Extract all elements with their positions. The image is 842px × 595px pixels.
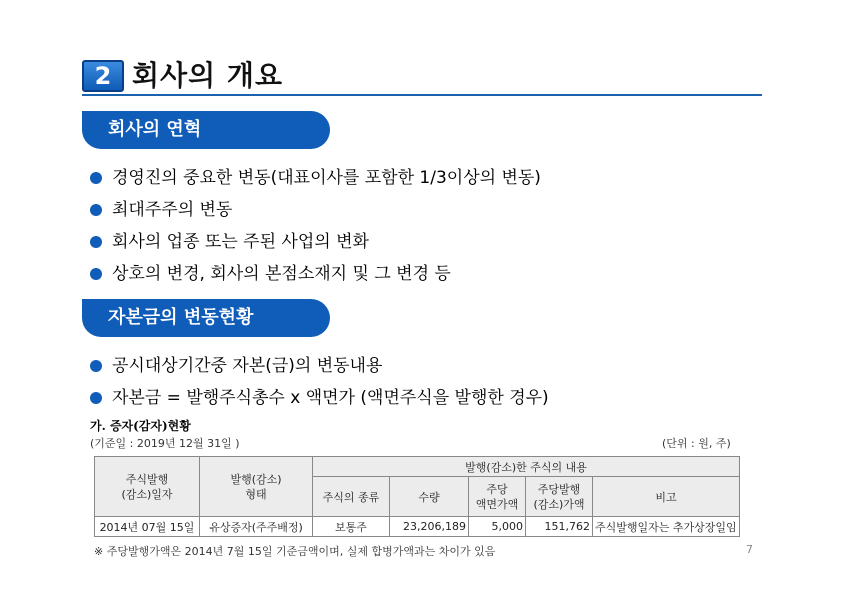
list-item-text: 공시대상기간중 자본(금)의 변동내용 [112,356,383,376]
header-stock-content: 발행(감소)한 주식의 내용 [313,457,740,477]
cell-issue-type: 유상증자(주주배정) [200,517,313,537]
page-title: 회사의 개요 [132,59,283,92]
bullet-icon [90,360,102,372]
title-divider [82,94,762,96]
list-item [90,350,549,382]
bullet-icon [90,172,102,184]
list-item-text: 최대주주의 변동 [112,200,233,220]
list-item [90,382,549,414]
cell-stock-type: 보통주 [313,517,390,537]
bullet-icon [90,236,102,248]
list-item [90,226,541,258]
list-item-text: 자본금 = 발행주식총수 x 액면가 (액면주식을 발행한 경우) [112,388,549,408]
footnote: ※ 주당발행가액은 2014년 7월 15일 기준금액이며, 실제 합병가액과는 차이가 있음 [94,545,496,558]
table-heading: 가. 증자(감자)현황 [90,419,191,433]
bullet-icon [90,268,102,280]
section-number-badge: 2 [82,60,124,92]
cell-issue-price: 151,762 [526,517,593,537]
cell-par-value: 5,000 [469,517,526,537]
list-item [90,258,541,290]
unit-label: (단위 : 원, 주) [662,437,731,450]
list-item-text: 회사의 업종 또는 주된 사업의 변화 [112,232,369,252]
list-item-text: 상호의 변경, 회사의 본점소재지 및 그 변경 등 [112,264,451,284]
header-stock-type: 주식의 종류 [313,477,390,517]
section-label-capital: 자본금의 변동현황 [82,299,330,337]
list-item [90,194,541,226]
header-par-value: 주당 액면가액 [469,477,526,517]
header-issue-type: 발행(감소) 형태 [200,457,313,517]
page-number: 7 [746,543,753,556]
capital-change-table [94,456,740,537]
header-issue-price: 주당발행 (감소)가액 [526,477,593,517]
list-item-text: 경영진의 중요한 변동(대표이사를 포함한 1/3이상의 변동) [112,168,541,188]
header-quantity: 수량 [390,477,469,517]
bullet-icon [90,392,102,404]
list-item [90,162,541,194]
cell-issue-date: 2014년 07월 15일 [95,517,200,537]
section-label-history: 회사의 연혁 [82,111,330,149]
base-date: (기준일 : 2019년 12월 31일 ) [90,437,240,450]
history-bullet-list [90,162,541,290]
header-remark: 비고 [593,477,740,517]
header-issue-date: 주식발행 (감소)일자 [95,457,200,517]
bullet-icon [90,204,102,216]
cell-remark: 주식발행일자는 추가상장일임 [593,517,740,537]
capital-bullet-list [90,350,549,414]
table-row [95,517,740,537]
cell-quantity: 23,206,189 [390,517,469,537]
